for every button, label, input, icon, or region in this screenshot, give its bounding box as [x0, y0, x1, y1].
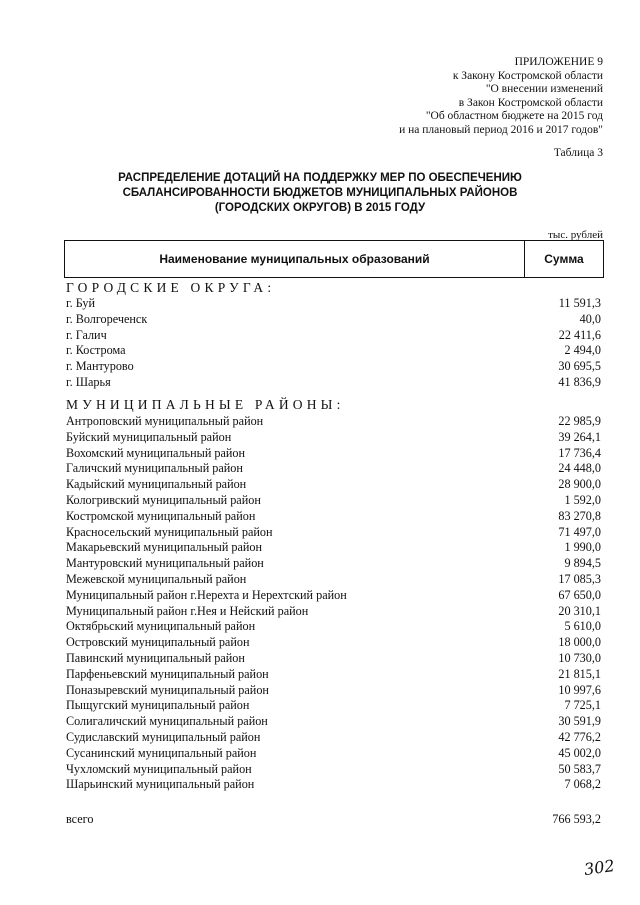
appendix-line: к Закону Костромской области: [452, 69, 603, 82]
row-value: 40,0: [579, 311, 601, 326]
table-row: [66, 509, 606, 525]
row-name: Макарьевский муниципальный район: [66, 540, 263, 555]
row-name: Сусанинский муниципальный район: [66, 745, 257, 760]
row-value: 20 310,1: [558, 603, 601, 618]
row-value: 5 610,0: [564, 619, 601, 634]
total-label: всего: [66, 812, 94, 826]
table-row: [66, 525, 606, 541]
district-rows: [66, 414, 606, 793]
row-name: Красносельский муниципальный район: [66, 524, 273, 539]
table-row: [66, 414, 606, 430]
table-row: [66, 461, 606, 477]
row-name: г. Шарья: [66, 374, 111, 389]
appendix-note: [399, 56, 603, 138]
row-name: Шарьинский муниципальный район: [66, 777, 255, 792]
row-value: 2 494,0: [564, 343, 601, 358]
row-name: Поназыревский муниципальный район: [66, 682, 269, 697]
row-value: 50 583,7: [558, 761, 601, 776]
table-number: Таблица 3: [553, 147, 603, 159]
table-row: [66, 635, 606, 651]
row-name: г. Галич: [66, 327, 107, 342]
appendix-line: "Об областном бюджете на 2015 год: [425, 110, 603, 123]
table-row: [66, 312, 606, 328]
urban-rows: [66, 296, 606, 391]
table-row: [66, 651, 606, 667]
row-value: 24 448,0: [558, 461, 601, 476]
row-name: Антроповский муниципальный район: [66, 414, 264, 428]
row-name: Кадыйский муниципальный район: [66, 477, 247, 492]
row-name: Судиславский муниципальный район: [66, 729, 261, 744]
row-value: 1 990,0: [564, 540, 601, 555]
row-name: г. Мантурово: [66, 359, 134, 374]
row-name: Островский муниципальный район: [66, 635, 250, 650]
row-value: 11 591,3: [558, 296, 601, 310]
table-row: [66, 375, 606, 391]
table-row: [66, 572, 606, 588]
row-name: г. Буй: [66, 296, 96, 310]
table-row: [66, 683, 606, 699]
handwritten-page-number: 302: [582, 855, 616, 880]
header-sum-column: Сумма: [544, 252, 584, 266]
section-heading-districts: МУНИЦИПАЛЬНЫЕ РАЙОНЫ:: [66, 397, 345, 412]
table-header: [64, 240, 604, 278]
row-name: Пыщугский муниципальный район: [66, 698, 250, 713]
row-value: 42 776,2: [558, 729, 601, 744]
row-value: 83 270,8: [558, 508, 601, 523]
row-value: 22 411,6: [558, 327, 601, 342]
row-value: 10 730,0: [558, 650, 601, 665]
row-name: Мантуровский муниципальный район: [66, 556, 264, 571]
row-value: 17 085,3: [558, 571, 601, 586]
row-name: Галичский муниципальный район: [66, 461, 243, 476]
total-value: 766 593,2: [552, 812, 601, 826]
row-name: г. Кострома: [66, 343, 126, 358]
row-name: Солигаличский муниципальный район: [66, 714, 268, 729]
appendix-line: и на плановый период 2016 и 2017 годов": [399, 123, 603, 136]
row-name: Чухломский муниципальный район: [66, 761, 252, 776]
row-value: 9 894,5: [564, 556, 601, 571]
table-row: [66, 698, 606, 714]
row-value: 41 836,9: [558, 374, 601, 389]
table-row: [66, 343, 606, 359]
section-heading-urban: ГОРОДСКИЕ ОКРУГА:: [66, 280, 276, 295]
row-value: 18 000,0: [558, 635, 601, 650]
row-name: Кологривский муниципальный район: [66, 492, 261, 507]
row-value: 7 068,2: [564, 777, 601, 792]
row-value: 67 650,0: [558, 587, 601, 602]
row-value: 45 002,0: [558, 745, 601, 760]
row-name: Муниципальный район г.Нерехта и Нерехтский район: [66, 587, 347, 602]
appendix-line: ПРИЛОЖЕНИЕ 9: [514, 56, 603, 68]
appendix-line: в Закон Костромской области: [458, 96, 603, 109]
row-value: 10 997,6: [558, 682, 601, 697]
table-row: [66, 746, 606, 762]
row-name: Вохомский муниципальный район: [66, 445, 246, 460]
row-value: 30 591,9: [558, 714, 601, 729]
row-name: Буйский муниципальный район: [66, 429, 232, 444]
row-value: 21 815,1: [558, 666, 601, 681]
row-name: Костромской муниципальный район: [66, 508, 256, 523]
total-row: [66, 811, 606, 827]
header-name-column: Наименование муниципальных образований: [65, 241, 525, 277]
units-label: тыс. рублей: [548, 229, 603, 241]
row-value: 17 736,4: [558, 445, 601, 460]
row-value: 30 695,5: [558, 359, 601, 374]
table-row: [66, 667, 606, 683]
table-row: [66, 477, 606, 493]
table-row: [66, 762, 606, 778]
table-row: [66, 619, 606, 635]
table-row: [66, 777, 606, 793]
appendix-line: "О внесении изменений: [485, 83, 603, 96]
table-row: [66, 588, 606, 604]
row-name: Муниципальный район г.Нея и Нейский район: [66, 603, 309, 618]
row-value: 71 497,0: [558, 524, 601, 539]
row-value: 7 725,1: [564, 698, 601, 713]
row-value: 28 900,0: [558, 477, 601, 492]
table-row: [66, 430, 606, 446]
table-row: [66, 446, 606, 462]
table-row: [66, 556, 606, 572]
table-row: [66, 493, 606, 509]
table-row: [66, 604, 606, 620]
row-name: Октябрьский муниципальный район: [66, 619, 256, 634]
table-row: [66, 730, 606, 746]
table-row: [66, 296, 606, 312]
table-row: [66, 540, 606, 556]
title-line: (ГОРОДСКИХ ОКРУГОВ) В 2015 ГОДУ: [214, 202, 426, 214]
table-row: [66, 714, 606, 730]
document-title: [100, 171, 540, 216]
table-row: [66, 359, 606, 375]
table-row: [66, 328, 606, 344]
row-name: г. Волгореченск: [66, 311, 148, 326]
row-name: Межевской муниципальный район: [66, 571, 247, 586]
row-name: Павинский муниципальный район: [66, 650, 245, 665]
row-name: Парфеньевский муниципальный район: [66, 666, 269, 681]
title-line: РАСПРЕДЕЛЕНИЕ ДОТАЦИЙ НА ПОДДЕРЖКУ МЕР ПО ОБЕСПЕЧЕНИЮ: [118, 172, 522, 184]
row-value: 39 264,1: [558, 429, 601, 444]
row-value: 1 592,0: [564, 492, 601, 507]
row-value: 22 985,9: [558, 414, 601, 428]
title-line: СБАЛАНСИРОВАННОСТИ БЮДЖЕТОВ МУНИЦИПАЛЬНЫХ РАЙОНОВ: [122, 187, 518, 199]
